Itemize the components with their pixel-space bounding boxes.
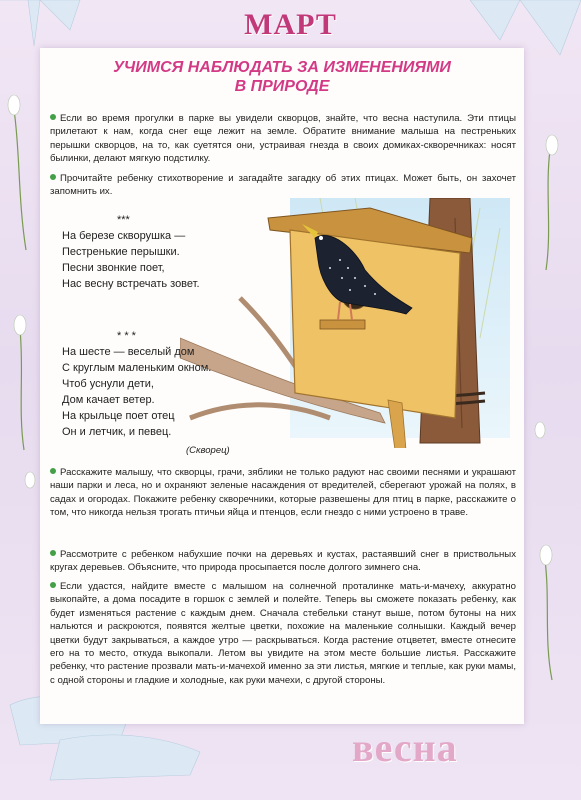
poem-line: Чтоб уснули дети, (62, 378, 154, 390)
bullet-icon (50, 582, 56, 588)
paragraph-starlings: Если во время прогулки в парке вы увидели скворцов, знайте, что весна наступила. Эти птицы прилетают к нам, когда снег еще лежит на земле. Обратите внимание малыша на пестреньких перышки скворцов, на то, как суетятся они, устраивая гнезда в своих домиках-скворечниках: носят былинки, делают мягкую подстилку. (50, 113, 516, 165)
poem-line: Пестренькие перышки. (62, 246, 180, 258)
poem-line: На крыльце поет отец (62, 410, 175, 422)
title-line-2: В ПРИРОДЕ (234, 78, 330, 95)
poem-line: Нас весну встречать зовет. (62, 278, 200, 290)
title-line-1: УЧИМСЯ НАБЛЮДАТЬ ЗА ИЗМЕНЕНИЯМИ (113, 59, 451, 76)
poem-stars: * * * (117, 330, 136, 342)
poem-line: С круглым маленьким окном. (62, 362, 212, 374)
bullet-icon (50, 114, 56, 120)
paragraph-buds: Рассмотрите с ребенком набухшие почки на деревьях и кустах, растаявший снег в приствольных кругах деревьев. Объясните, что природа просыпается после долгого зимнего сна. (50, 549, 516, 574)
poem-starling (62, 212, 200, 292)
poem-stars: *** (117, 214, 130, 226)
bullet-icon (50, 550, 56, 556)
paragraph-poem-intro: Прочитайте ребенку стихотворение и загадайте загадку об этих птицах. Может быть, он захочет запомнить их. (50, 173, 516, 198)
season-label: весна (352, 725, 458, 770)
poem-line: На шесте — веселый дом (62, 346, 195, 358)
paragraph-coltsfoot: Если удастся, найдите вместе с малышом на солнечной проталинке мать-и-мачеху, аккуратно выкопайте, а дома посадите в горшок с землей и полейте. Теперь вы сможете показать ребенку, как будет изменяться растение с каждым днем. Сначала стебельки станут выше, потом бутоны на них нальются и раскроются, появятся желтые цветки, похожие на маленькие солнышки. Каждый вечер цветки будут закрываться, а каждое утро — раскрываться. Когда растение отцветет, вместе отнесите его на то место, откуда выкопали. Летом вы увидите на этом месте большие листья. Расскажите ребенку, что растение прозвали мать-и-мачехой именно за эти листья, мягкие и теплые, как руки мамы, с одной стороны и гладкие и холодные, как руки мачехи, с другой стороны. (50, 581, 516, 686)
month-heading: МАРТ (244, 8, 337, 41)
poem-line: Песни звонкие поет, (62, 262, 165, 274)
riddle-answer: (Скворец) (186, 445, 230, 456)
poem-line: Он и летчик, и певец. (62, 426, 172, 438)
starling-birdhouse-illustration (180, 198, 510, 448)
poem-line: Дом качает ветер. (62, 394, 155, 406)
birdhouse-body (290, 230, 460, 418)
page-title (40, 58, 524, 96)
poem-line: На березе скворушка — (62, 230, 186, 242)
poem-riddle (62, 328, 211, 440)
perch (320, 320, 365, 329)
bullet-icon (50, 174, 56, 180)
bullet-icon (50, 468, 56, 474)
paragraph-birds-protect: Расскажите малышу, что скворцы, грачи, зяблики не только радуют нас своими песнями и украшают наши парки и леса, но и охраняют зеленые насаждения от вредителей, сберегают урожай на полях, в садах и огородах. Покажите ребенку скворечники, которые развешены для птиц в парке, расскажите о том, что никогда нельзя трогать птичьи яйца и птенцов, если гнездо с ними устроено в траве. (50, 467, 516, 519)
